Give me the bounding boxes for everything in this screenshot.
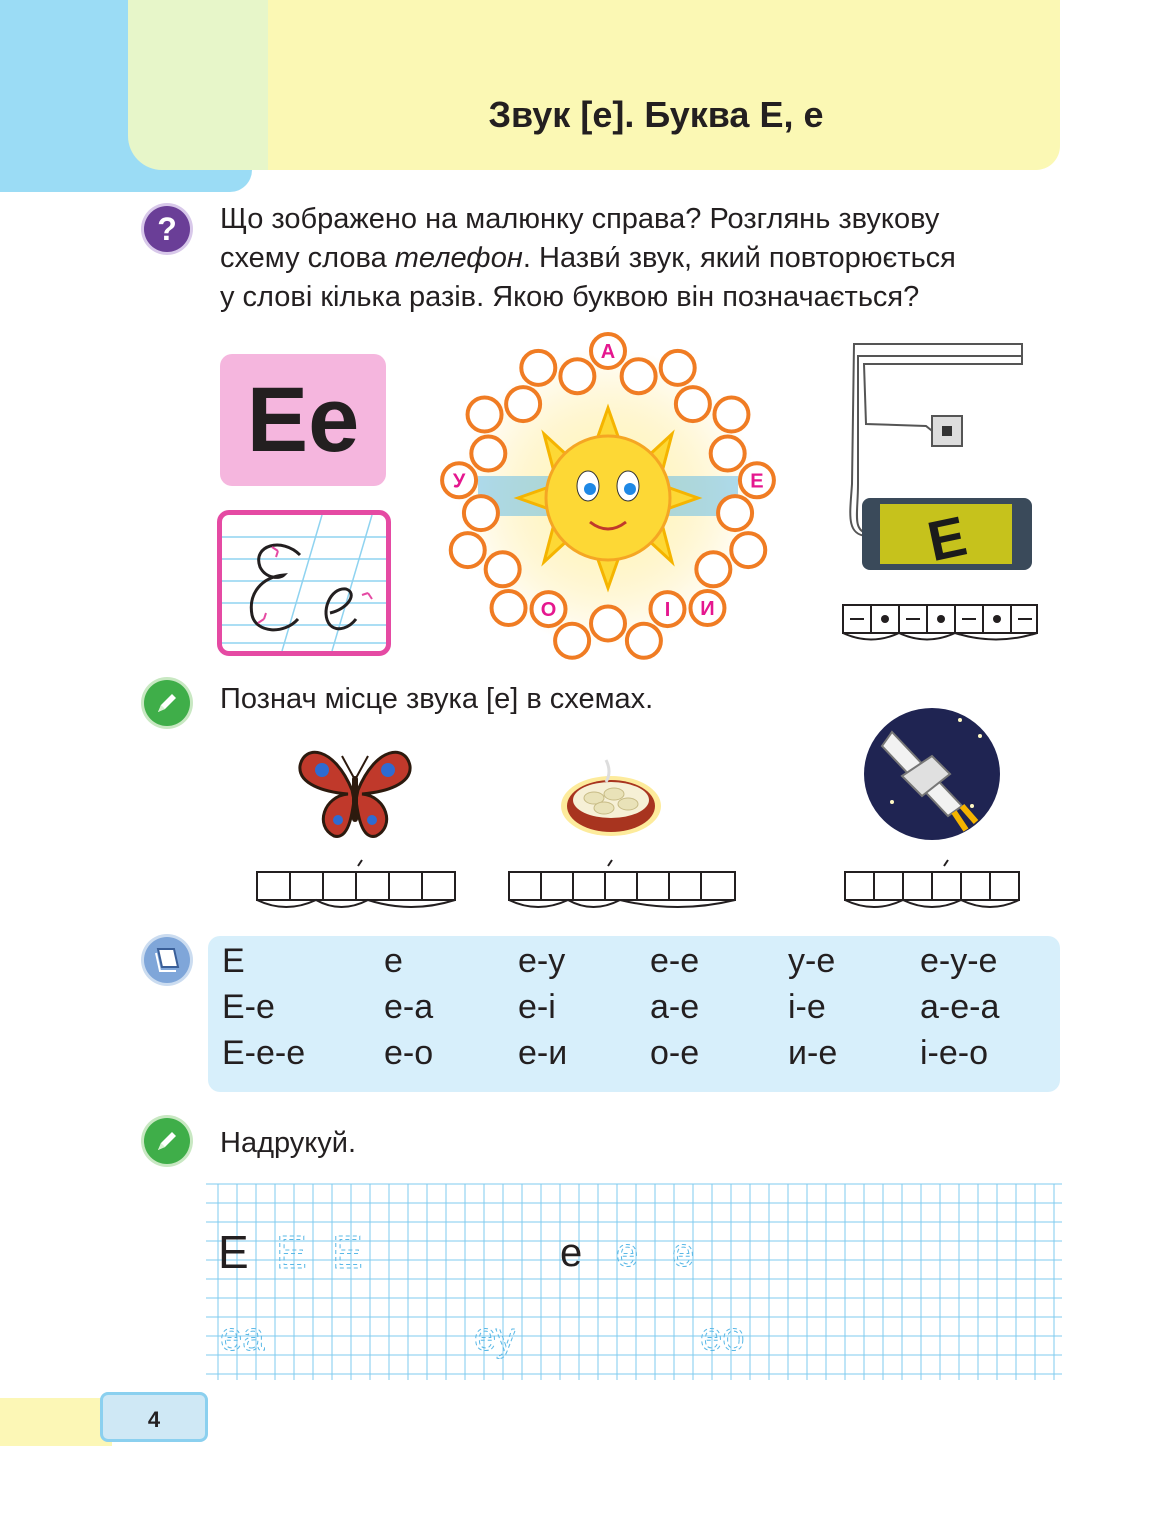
pencil-icon [144, 680, 190, 726]
reading-cell: у-е [788, 942, 836, 980]
space-shuttle-image [862, 706, 1002, 842]
reading-row [222, 1030, 1052, 1076]
book-icon [144, 937, 190, 983]
reading-cell: а-е-а [920, 988, 1000, 1026]
sound-circle [696, 552, 730, 586]
reading-cell: е-о [384, 1034, 434, 1072]
reading-cell: а-е [650, 988, 700, 1026]
sound-circle [718, 496, 752, 530]
butterfly-schema [256, 858, 456, 914]
sound-circle [464, 496, 498, 530]
reading-row [222, 938, 1052, 984]
letter-card-script [217, 510, 391, 656]
pencil-icon [144, 1118, 190, 1164]
trace-lower-e: е [672, 1231, 695, 1275]
sound-circle [555, 624, 589, 658]
task1-word: телефон [394, 242, 523, 274]
header-green-tab [128, 0, 268, 170]
reading-cell: е-у-е [920, 942, 998, 980]
task1-line2-post: . Назви́ звук, який повторюється [522, 242, 956, 274]
sound-circle [451, 533, 485, 567]
page-number: 4 [100, 1392, 208, 1442]
sun-vowel-label: И [700, 598, 715, 621]
sun-sound-scheme [418, 326, 798, 670]
reading-cell: е-и [518, 1034, 568, 1072]
letter-card-print: Ee [220, 354, 386, 486]
task1-line1: Що зображено на малюнку справа? Розглянь звукову [220, 203, 940, 235]
sound-circle [560, 359, 594, 393]
writing-grid [206, 1180, 1062, 1384]
script-letter-drawing [222, 515, 386, 651]
task1-line2-pre: схему слова [220, 242, 395, 274]
sound-circle [521, 351, 555, 385]
sound-circle [506, 387, 540, 421]
task1-line3: у слові кілька разів. Якою буквою він позначається? [220, 281, 920, 313]
reading-cell: і-е-о [920, 1034, 989, 1072]
reading-cell: е-і [518, 988, 556, 1026]
svg-text:Е: Е [922, 503, 972, 574]
trace-upper-e: Е [332, 1226, 363, 1278]
reading-cell: и-е [788, 1034, 838, 1072]
sun-vowel-label: О [540, 599, 557, 622]
sound-circle [731, 533, 765, 567]
sun-vowel-label: Е [750, 470, 764, 493]
task3-text: Надрукуй. [220, 1127, 357, 1159]
sound-circle [492, 591, 526, 625]
sound-circle [468, 397, 502, 431]
sun-vowel-label: У [452, 470, 466, 493]
reading-table-rows [222, 938, 1052, 1076]
sound-circle [591, 606, 625, 640]
sun-face [546, 436, 670, 560]
trace-lower-e: е [616, 1231, 639, 1275]
sample-lower-e: е [560, 1231, 583, 1275]
page-title: Звук [е]. Буква Е, е [488, 94, 824, 135]
footer-band [0, 1398, 112, 1446]
rocket-schema [844, 858, 1022, 914]
butterfly-image [294, 736, 416, 844]
task2-text: Познач місце звука [е] в схемах. [220, 683, 654, 715]
reading-cell: Е-е-е [222, 1034, 306, 1072]
varenyky-bowl-image [556, 754, 666, 846]
sound-circle [627, 624, 661, 658]
reading-cell: е-е [650, 942, 700, 980]
phone-illustration [836, 334, 1050, 646]
sound-circle [471, 437, 505, 471]
task1-line2 [220, 239, 1070, 278]
sound-circle [486, 552, 520, 586]
sound-circle [622, 359, 656, 393]
telefon-schema [842, 604, 1038, 638]
reading-cell: Е-е [222, 988, 275, 1026]
sun-vowel-label: І [664, 599, 671, 622]
trace-ea: еа [220, 1315, 265, 1359]
sound-circle [661, 351, 695, 385]
sample-upper-e: Е [218, 1226, 249, 1278]
sun-vowel-label: А [600, 341, 616, 363]
trace-upper-e: Е [276, 1226, 307, 1278]
header-banner [252, 0, 1060, 170]
reading-cell: о-е [650, 1034, 700, 1072]
question-icon: ? [144, 206, 190, 252]
reading-cell: Е [222, 942, 245, 980]
reading-cell: е-а [384, 988, 434, 1026]
sound-circle [711, 437, 745, 471]
reading-cell: і-е [788, 988, 826, 1026]
reading-row [222, 984, 1052, 1030]
reading-cell: е [384, 942, 403, 980]
reading-cell: е-у [518, 942, 566, 980]
task1-text [220, 200, 1070, 317]
trace-eo: ео [700, 1315, 745, 1359]
telefon-schema-drawing [842, 604, 1038, 648]
varenyky-schema [508, 858, 738, 914]
sound-circle [676, 387, 710, 421]
sound-circle [714, 397, 748, 431]
trace-ey: еу [474, 1315, 516, 1359]
